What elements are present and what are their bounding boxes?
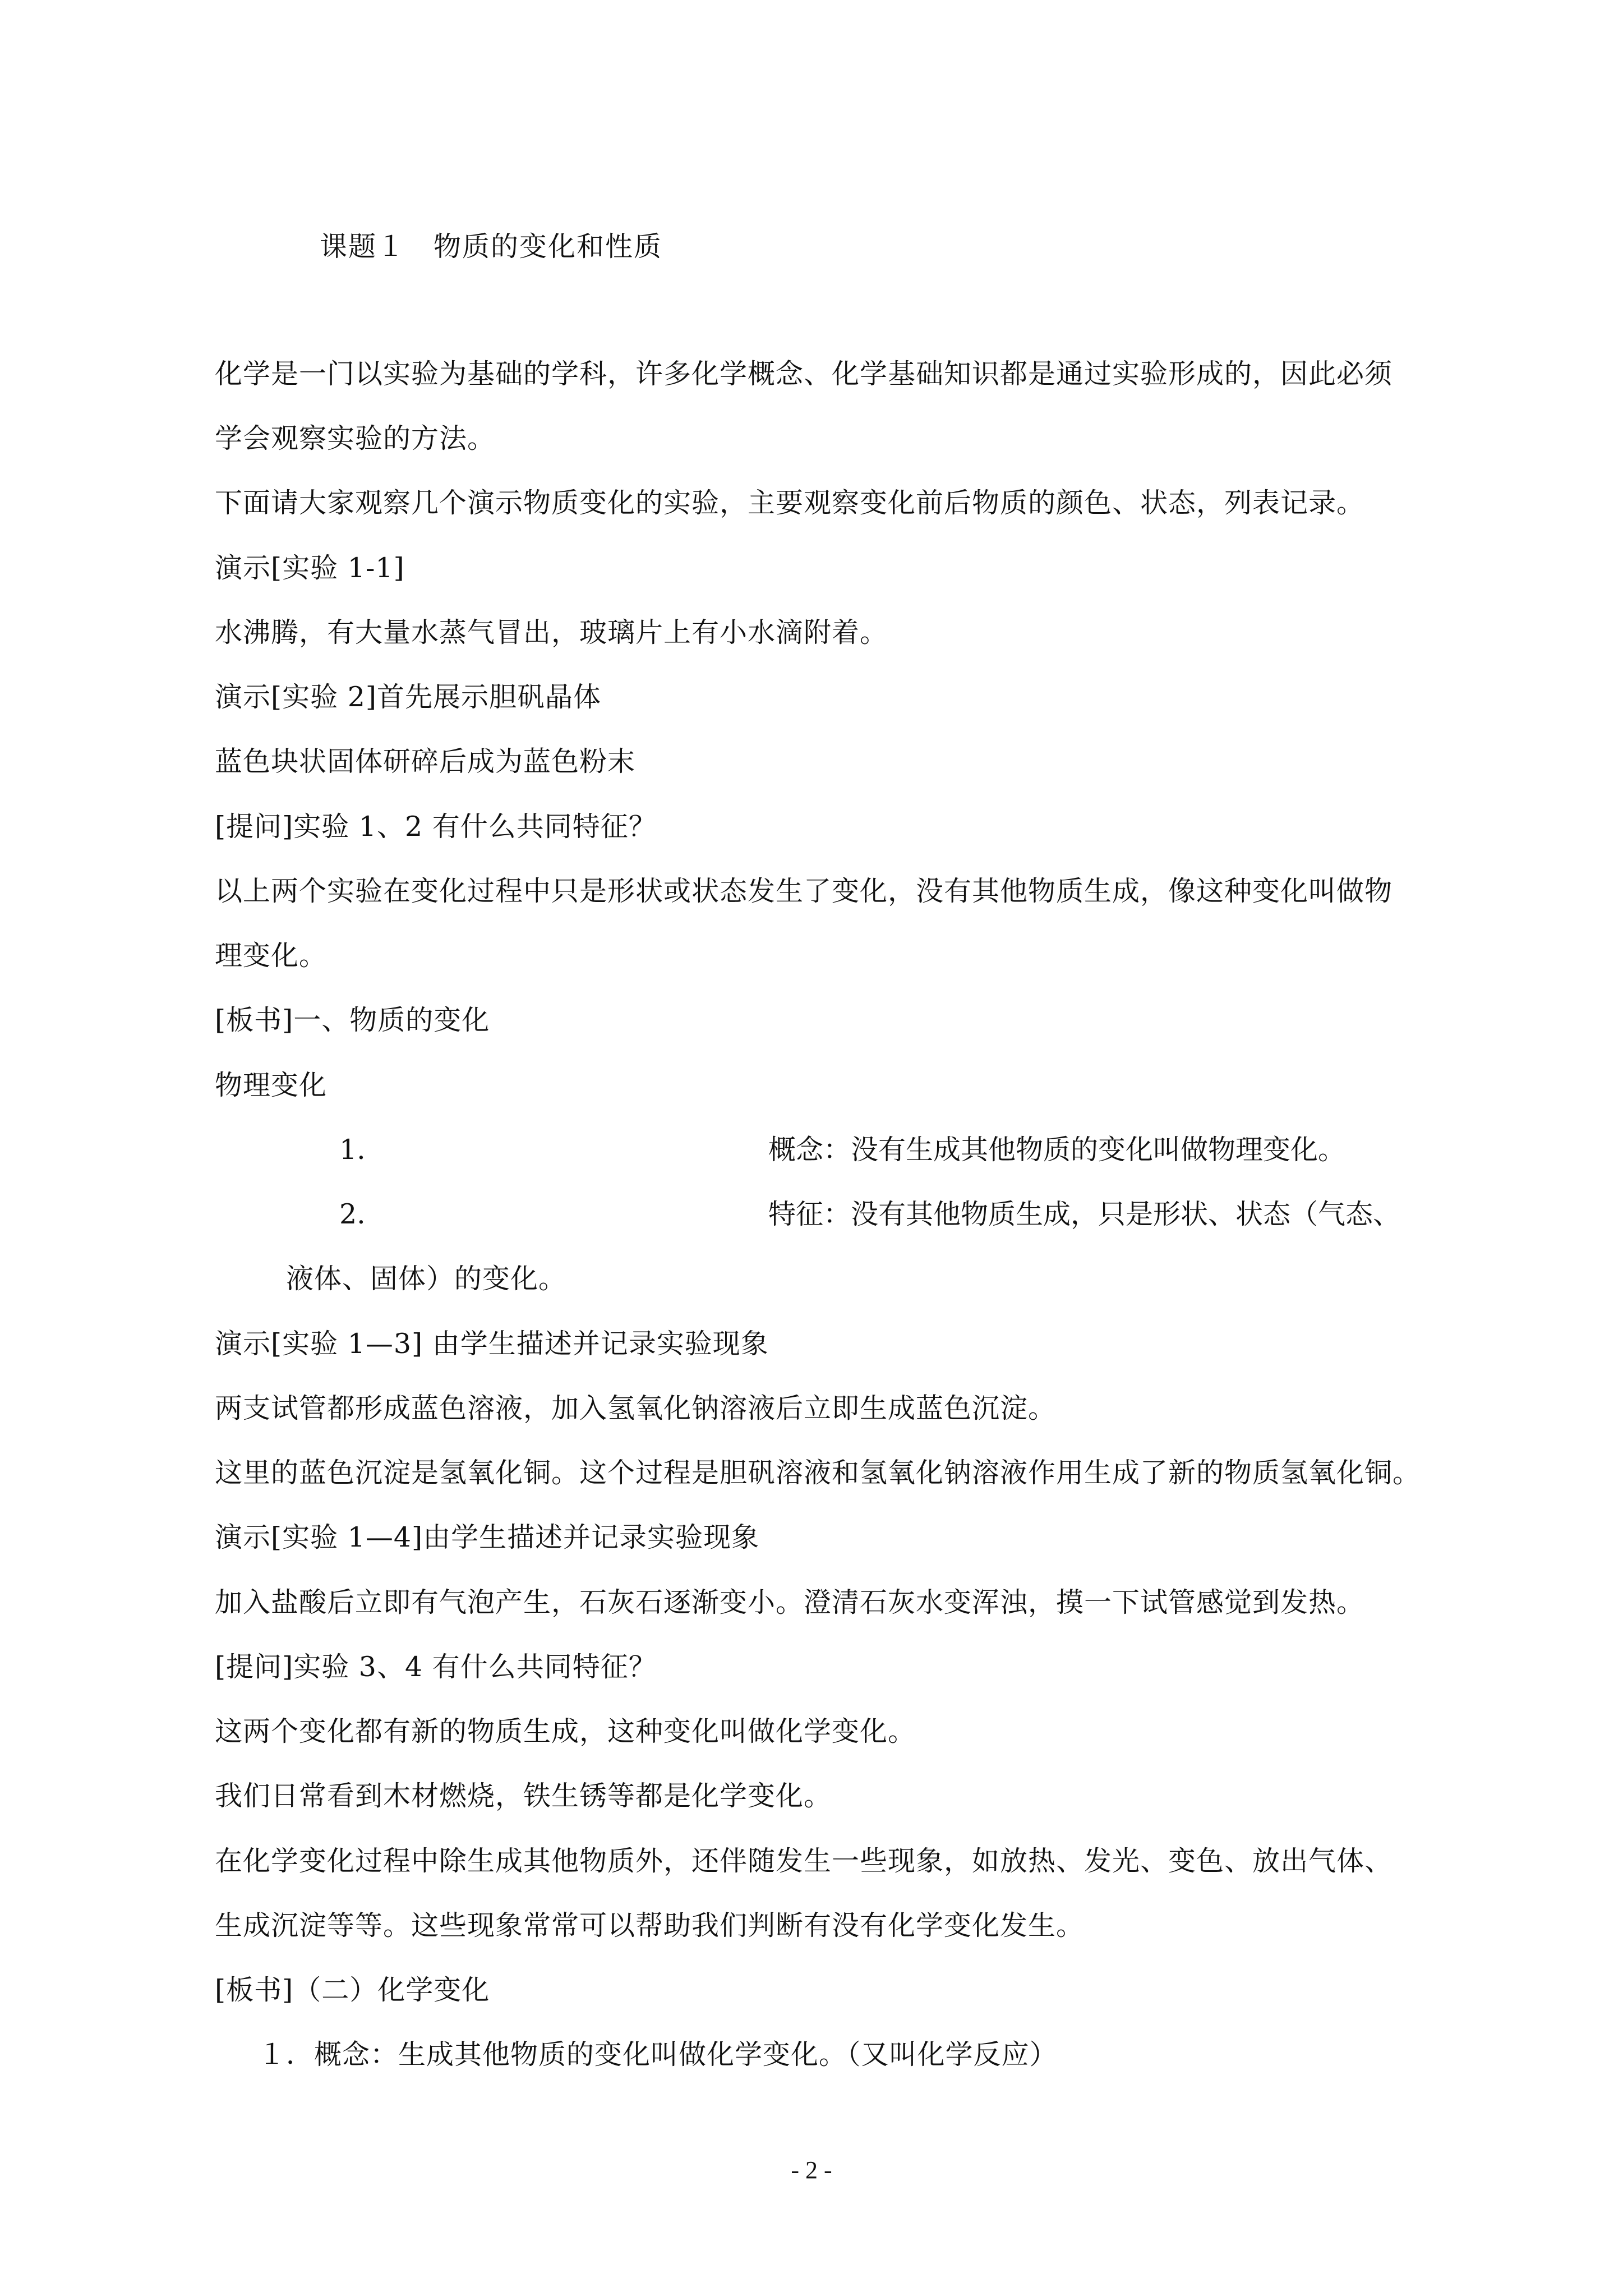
demo-heading: 演示[实验 1—4]由学生描述并记录实验现象 [215, 1521, 760, 1553]
list-item-text: 特征：没有其他物质生成，只是形状、状态（气态、 [768, 1198, 1401, 1230]
paragraph-line: 两支试管都形成蓝色溶液，加入氢氧化钠溶液后立即生成蓝色沉淀。 [215, 1392, 1057, 1424]
board-heading: [板书]一、物质的变化 [215, 1004, 490, 1036]
paragraph-line: 这里的蓝色沉淀是氢氧化铜。这个过程是胆矾溶液和氢氧化钠溶液作用生成了新的物质氢氧化铜。 [215, 1457, 1421, 1489]
paragraph-line: 我们日常看到木材燃烧，铁生锈等都是化学变化。 [215, 1780, 832, 1812]
paragraph-line: 加入盐酸后立即有气泡产生，石灰石逐渐变小。澄清石灰水变浑浊，摸一下试管感觉到发热。 [215, 1586, 1365, 1618]
paragraph-line: 学会观察实验的方法。 [215, 422, 496, 454]
paragraph-line: 理变化。 [215, 940, 328, 972]
paragraph-line: 下面请大家观察几个演示物质变化的实验，主要观察变化前后物质的颜色、状态，列表记录。 [215, 487, 1365, 519]
paragraph-line: 化学是一门以实验为基础的学科，许多化学概念、化学基础知识都是通过实验形成的，因此必须 [215, 358, 1393, 390]
board-heading: [板书]（二）化学变化 [215, 1974, 490, 2006]
definition-line: １．概念：生成其他物质的变化叫做化学变化。（又叫化学反应） [258, 2039, 1058, 2070]
lesson-number: 课题１ [320, 231, 406, 263]
paragraph-line: 以上两个实验在变化过程中只是形状或状态发生了变化，没有其他物质生成，像这种变化叫做物 [215, 875, 1393, 907]
demo-heading: 演示[实验 1-1] [215, 552, 405, 584]
lesson-title [320, 230, 662, 264]
paragraph-line: 在化学变化过程中除生成其他物质外，还伴随发生一些现象，如放热、发光、变色、放出气体、 [215, 1845, 1393, 1877]
list-item-text: 概念：没有生成其他物质的变化叫做物理变化。 [768, 1134, 1346, 1166]
section-heading: 物理变化 [215, 1069, 328, 1101]
paragraph-line: 这两个变化都有新的物质生成，这种变化叫做化学变化。 [215, 1715, 916, 1747]
paragraph-line: 水沸腾，有大量水蒸气冒出，玻璃片上有小水滴附着。 [215, 616, 888, 648]
demo-heading: 演示[实验 1—3] 由学生描述并记录实验现象 [215, 1328, 769, 1360]
question-line: [提问]实验 1、2 有什么共同特征？ [215, 811, 657, 843]
list-item-number: 2. [339, 1198, 366, 1230]
demo-heading: 演示[实验 2]首先展示胆矾晶体 [215, 681, 601, 713]
paragraph-line: 蓝色块状固体研碎后成为蓝色粉末 [215, 746, 636, 777]
list-continuation: 液体、固体）的变化。 [286, 1263, 567, 1295]
question-line: [提问]实验 3、4 有什么共同特征？ [215, 1651, 657, 1683]
paragraph-line: 生成沉淀等等。这些现象常常可以帮助我们判断有没有化学变化发生。 [215, 1910, 1085, 1941]
page-number: - 2 - [791, 2156, 832, 2184]
list-item-number: 1. [339, 1134, 366, 1166]
lesson-title-text: 物质的变化和性质 [434, 231, 663, 263]
